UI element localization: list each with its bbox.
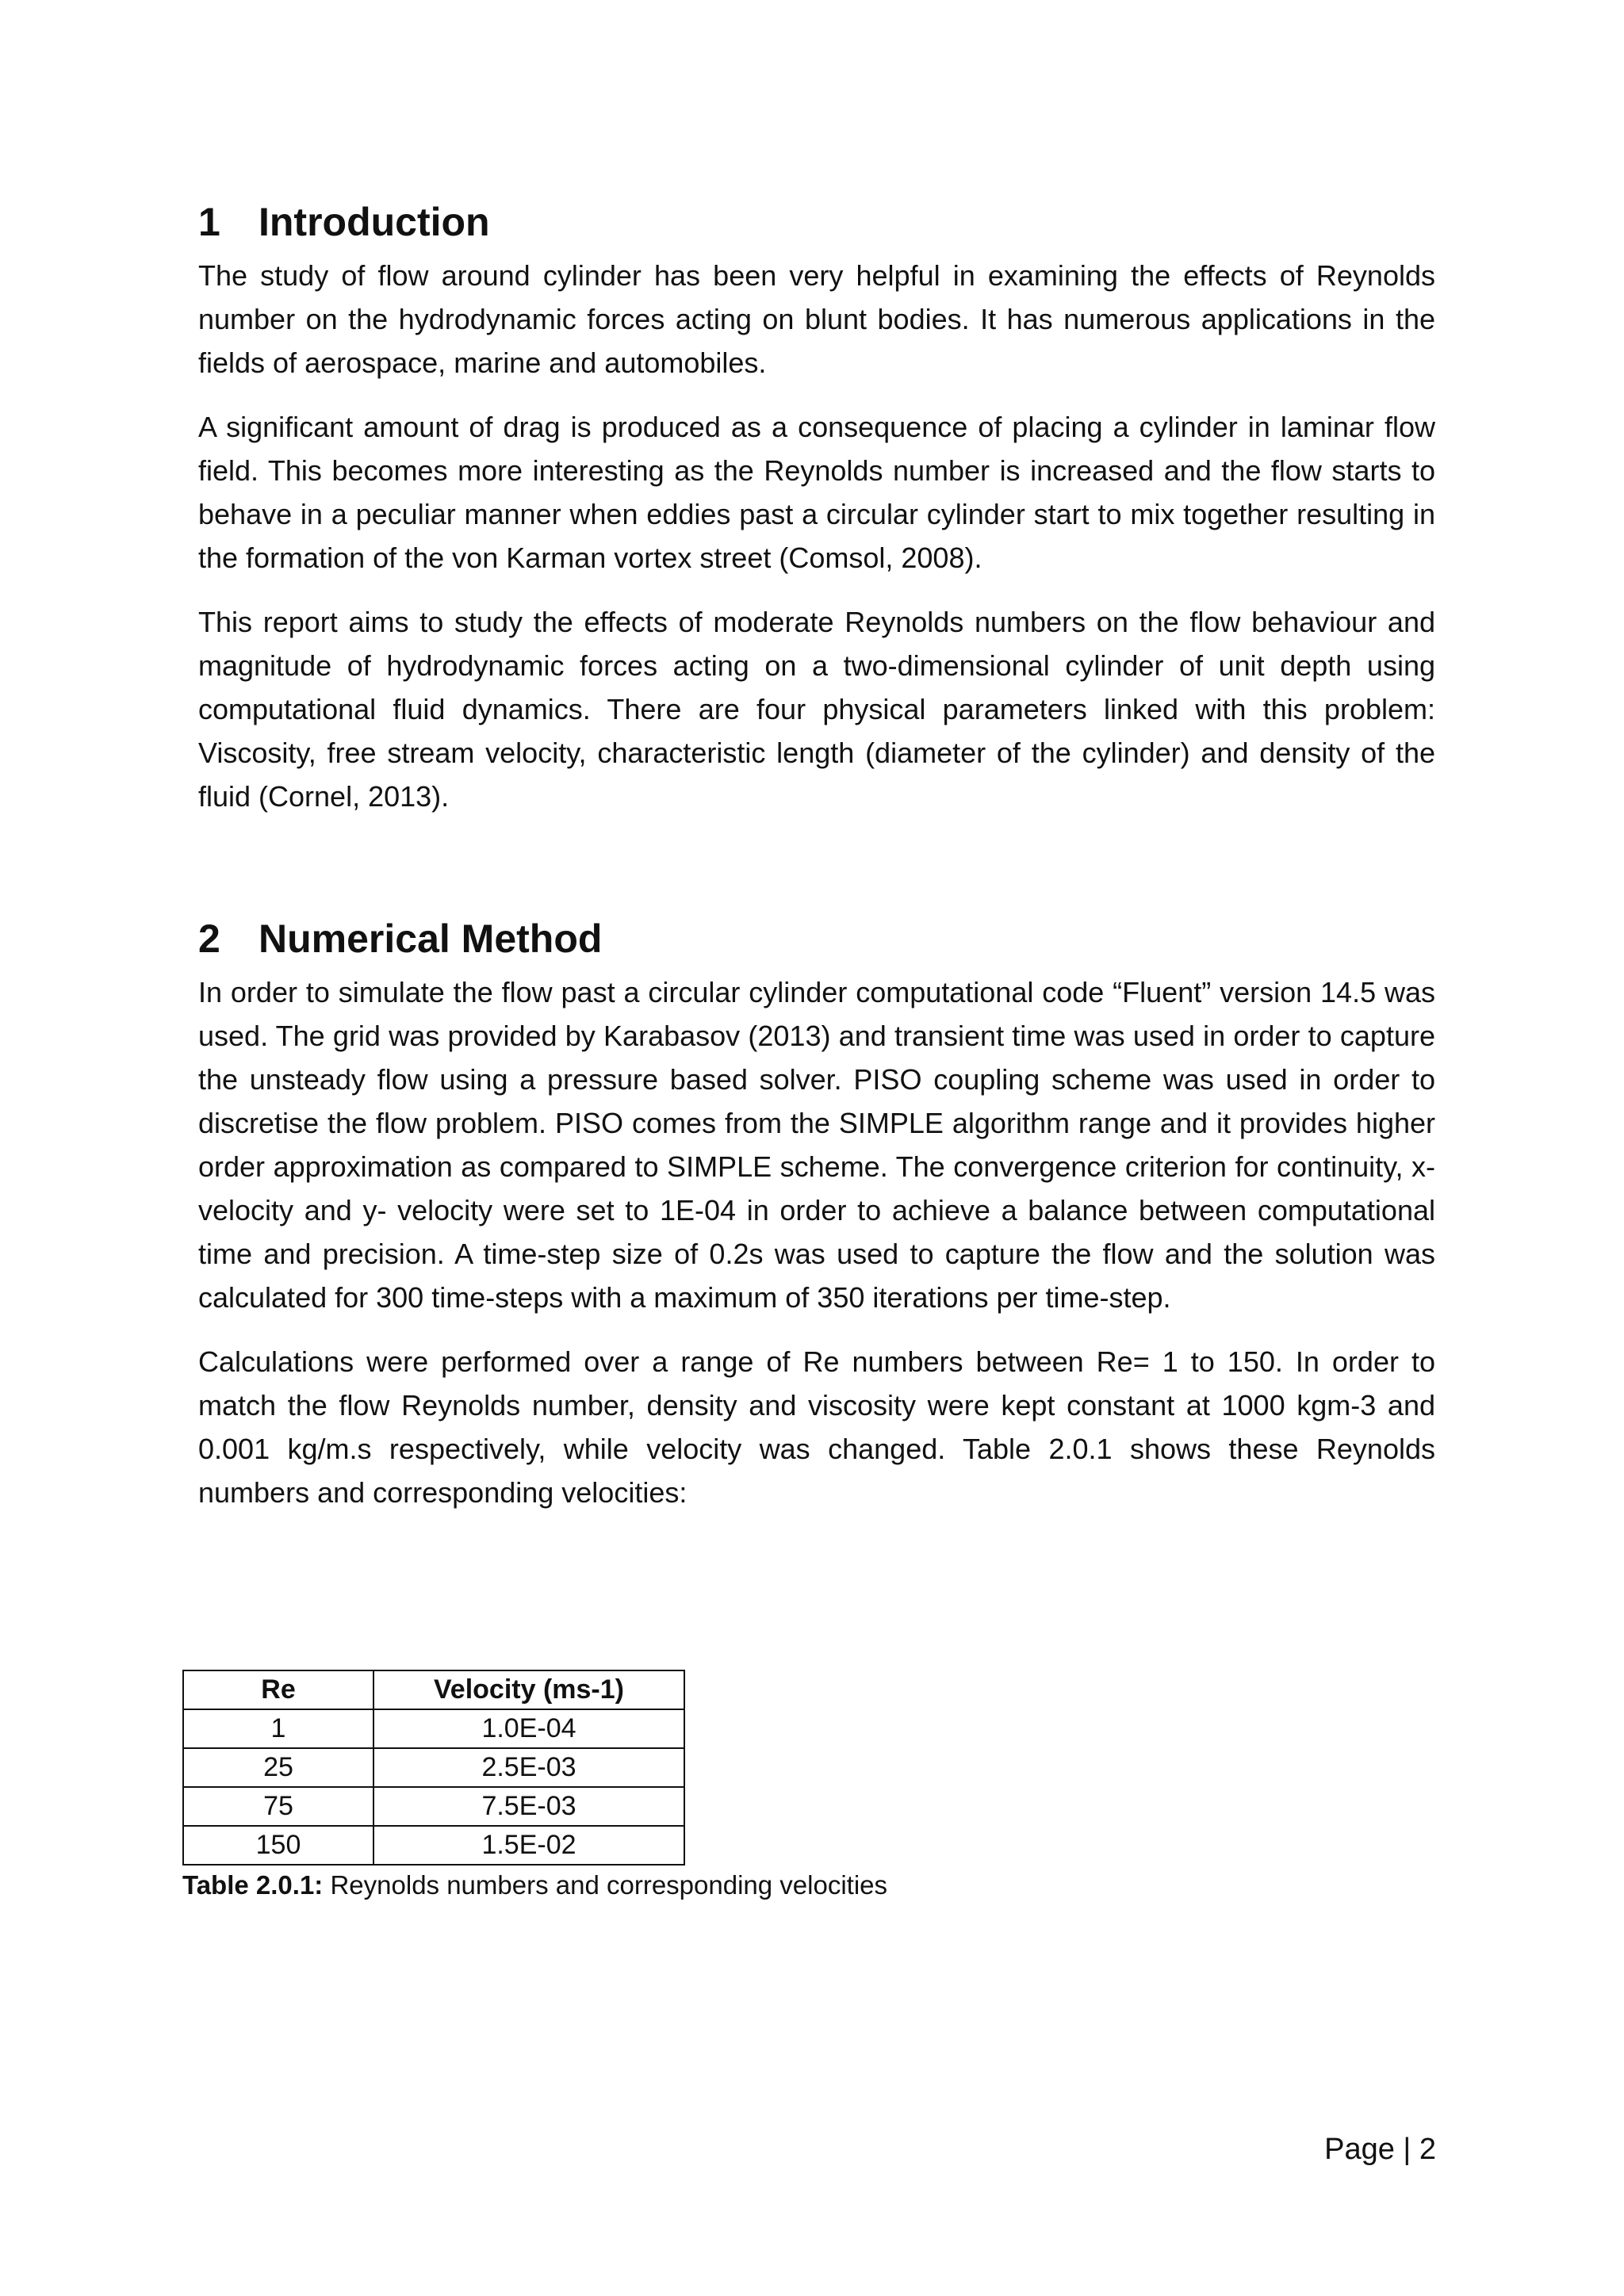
table-row bbox=[183, 1748, 684, 1787]
section-heading bbox=[198, 915, 1435, 962]
table-cell: 150 bbox=[183, 1826, 373, 1865]
section-title: Numerical Method bbox=[259, 916, 603, 961]
table-caption-label: Table 2.0.1: bbox=[182, 1870, 324, 1900]
reynolds-velocity-table bbox=[182, 1670, 685, 1866]
table-cell: 25 bbox=[183, 1748, 373, 1787]
table-header-row bbox=[183, 1670, 684, 1709]
section-title: Introduction bbox=[259, 200, 490, 244]
section-introduction bbox=[198, 198, 1435, 818]
paragraph: In order to simulate the flow past a circular cylinder computational code “Fluent” version 14.5 was used. The grid was provided by Karabasov (2013) and transient time was used in order to capture the unsteady flow using a pressure based solver. PISO coupling scheme was used in order to discretise the flow problem. PISO comes from the SIMPLE algorithm range and it provides higher order approximation as compared to SIMPLE scheme. The convergence criterion for continuity, x-velocity and y- velocity were set to 1E-04 in order to achieve a balance between computational time and precision. A time-step size of 0.2s was used to capture the flow and the solution was calculated for 300 time-steps with a maximum of 350 iterations per time-step. bbox=[198, 976, 1435, 1314]
table-cell: 7.5E-03 bbox=[373, 1787, 684, 1826]
table-cell: 1 bbox=[183, 1709, 373, 1748]
table-row bbox=[183, 1826, 684, 1865]
page-content bbox=[198, 198, 1435, 1535]
section-number: 2 bbox=[198, 916, 220, 961]
page-number: Page | 2 bbox=[1324, 2133, 1436, 2166]
table-cell: 2.5E-03 bbox=[373, 1748, 684, 1787]
section-numerical-method bbox=[198, 915, 1435, 1514]
table-row bbox=[183, 1787, 684, 1826]
table-header-cell: Re bbox=[183, 1670, 373, 1709]
table-row bbox=[183, 1709, 684, 1748]
table-header-cell: Velocity (ms-1) bbox=[373, 1670, 684, 1709]
section-number: 1 bbox=[198, 200, 220, 244]
table-cell: 1.5E-02 bbox=[373, 1826, 684, 1865]
paragraph: A significant amount of drag is produced as a consequence of placing a cylinder in laminar flow field. This becomes more interesting as the Reynolds number is increased and the flow starts to behave in a peculiar manner when eddies past a circular cylinder start to mix together resulting in the formation of the von Karman vortex street (Comsol, 2008). bbox=[198, 411, 1435, 574]
table-container bbox=[182, 1670, 887, 1900]
table-cell: 75 bbox=[183, 1787, 373, 1826]
paragraph: This report aims to study the effects of moderate Reynolds numbers on the flow behaviour and magnitude of hydrodynamic forces acting on a two-dimensional cylinder of unit depth using computational fluid dynamics. There are four physical parameters linked with this problem: Viscosity, free stream velocity, characteristic length (diameter of the cylinder) and density of the fluid (Cornel, 2013). bbox=[198, 606, 1435, 813]
table-caption-text: Reynolds numbers and corresponding velocities bbox=[323, 1870, 888, 1900]
paragraph: The study of flow around cylinder has been very helpful in examining the effects of Reynolds number on the hydrodynamic forces acting on blunt bodies. It has numerous applications in the fields of aerospace, marine and automobiles. bbox=[198, 259, 1435, 379]
paragraph: Calculations were performed over a range of Re numbers between Re= 1 to 150. In order to match the flow Reynolds number, density and viscosity were kept constant at 1000 kgm-3 and 0.001 kg/m.s respectively, while velocity was changed. Table 2.0.1 shows these Reynolds numbers and corresponding velocities: bbox=[198, 1345, 1435, 1509]
section-heading bbox=[198, 198, 1435, 246]
table-caption bbox=[182, 1870, 887, 1900]
table-cell: 1.0E-04 bbox=[373, 1709, 684, 1748]
